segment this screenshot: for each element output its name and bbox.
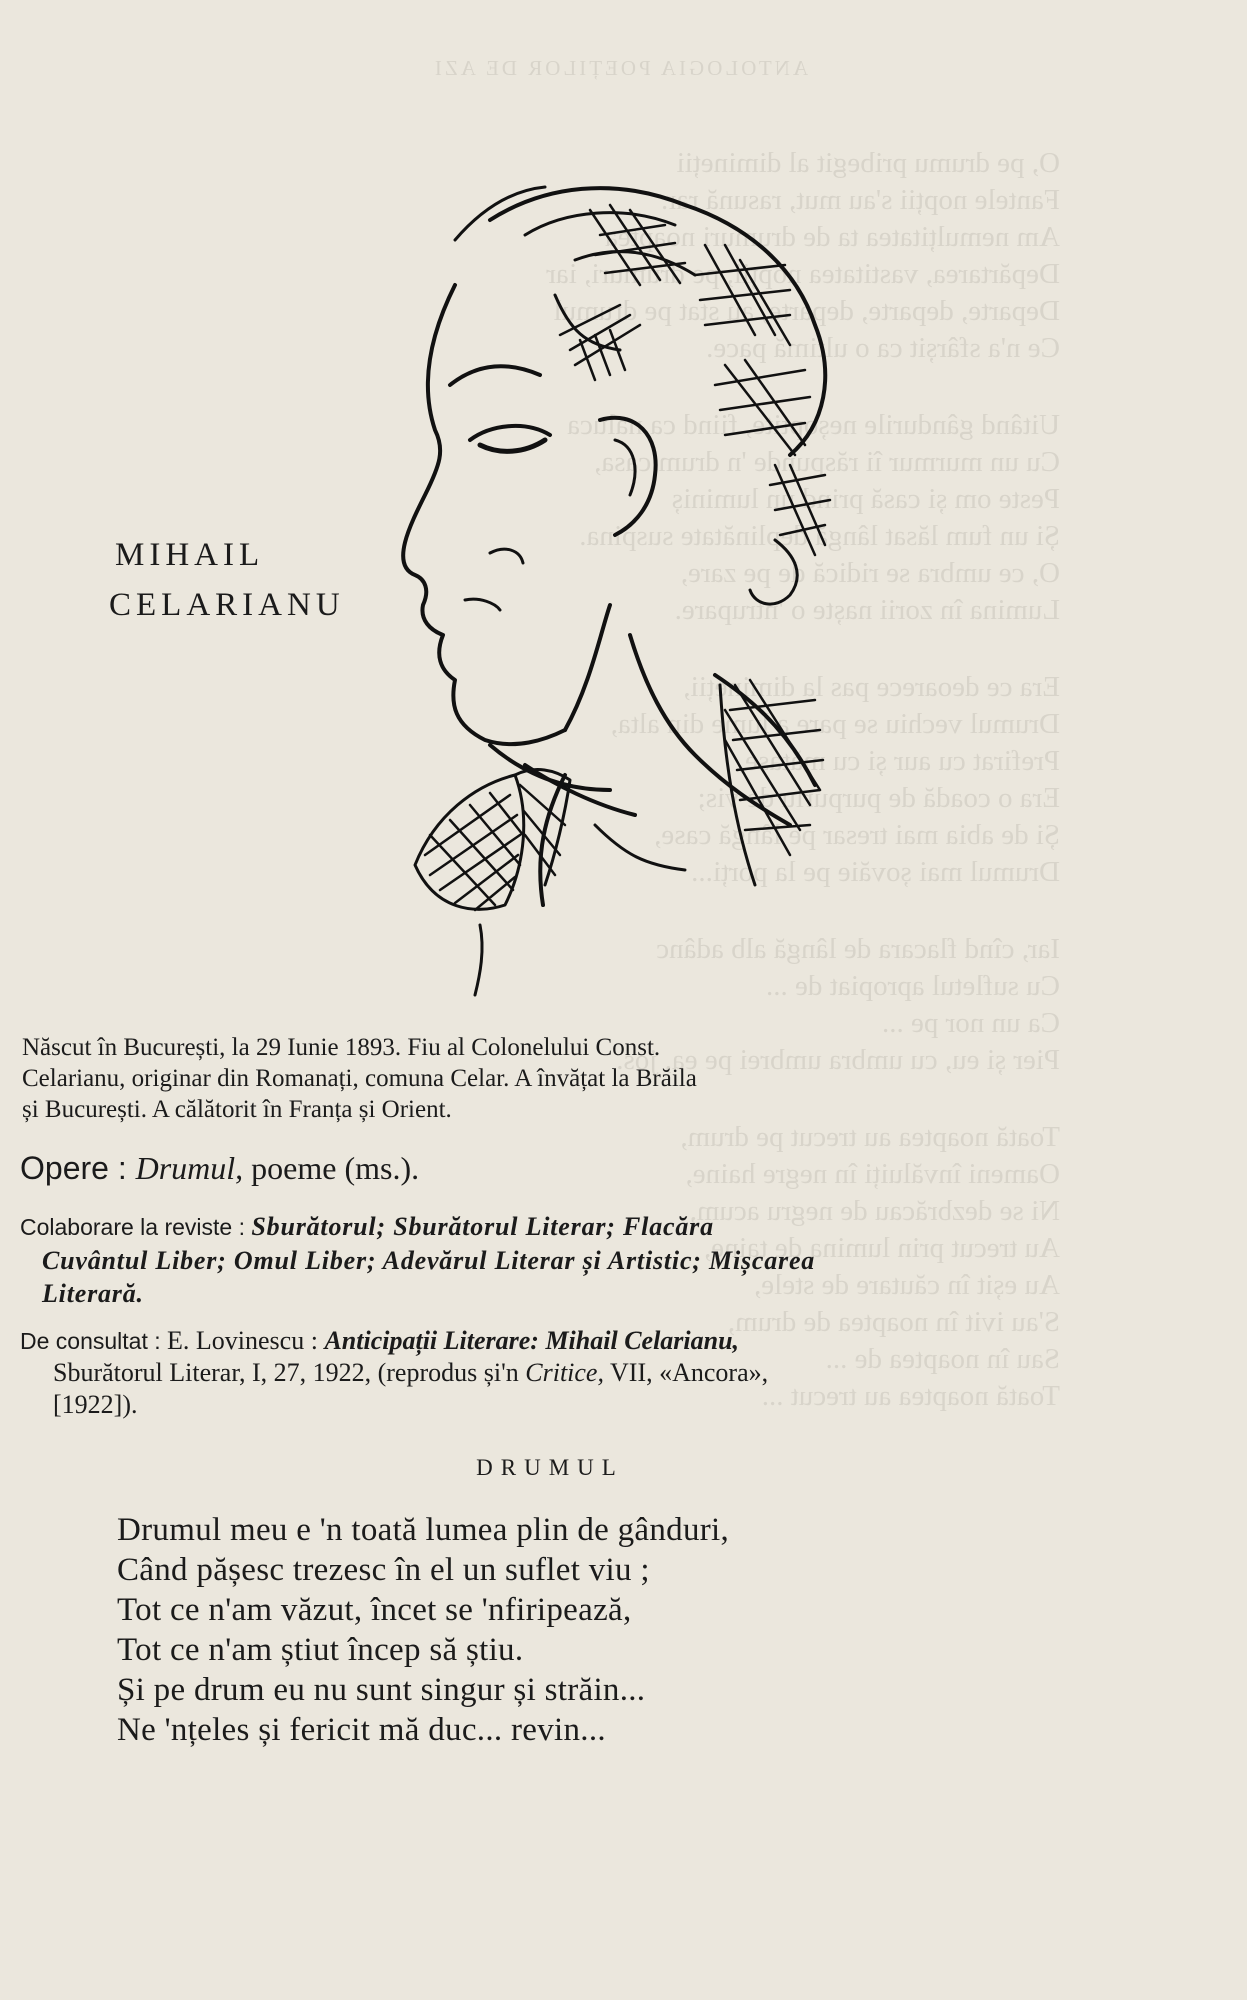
bleed-header: ANTOLOGIA POEȚILOR DE AZI <box>431 56 809 80</box>
works-section: Opere : Drumul, poeme (ms.). <box>20 1150 420 1186</box>
bio-line: Născut în București, la 29 Iunie 1893. Fiu al Colonelului Const. <box>22 1034 661 1061</box>
bleed-line: S'au ivit în noaptea de drum, <box>727 1306 1060 1338</box>
collaborations-label: Colaborare la reviste <box>20 1214 233 1240</box>
references-section: De consultat : E. Lovinescu : Anticipații Literare: Mihail Celarianu, Sburătorul Literar, I, 27, 1922, (reprodus și'n Critice, VII, «Ancora», [1922]). <box>20 1325 1070 1421</box>
bleed-line: Pier și eu, cu umbra umbrei pe ea, jos. <box>616 1044 1060 1076</box>
bleed-line: Sau în noaptea de ... <box>825 1343 1060 1375</box>
bleed-line: O, pe drumu pribegit al dimineții <box>676 147 1060 179</box>
bleed-line: Toată noaptea au trecut ... <box>761 1380 1060 1412</box>
bleed-line: Depărtarea, vastitatea nopții, pe drumuri, iar <box>546 258 1060 290</box>
bio-line: și București. A călătorit în Franța și Orient. <box>22 1096 452 1123</box>
poem-title: DRUMUL <box>476 1455 624 1480</box>
bleed-line: Fantele nopții s'au mut, rasună rar. <box>660 184 1060 216</box>
collaborations-journals: Sburătorul; Sburătorul Literar; Flacăra <box>251 1212 714 1241</box>
references-label: De consultat <box>20 1328 148 1354</box>
bleed-line: Uitând gândurile neșoptite, fiind ca naluca <box>567 409 1060 441</box>
bleed-line: Prefirat cu aur și cu mătase, <box>737 745 1060 777</box>
author-first-name: MIHAIL <box>115 537 265 573</box>
works-label: Opere <box>20 1150 109 1186</box>
poem-line: Și pe drum eu nu sunt singur și străin... <box>117 1672 646 1708</box>
reference-year: [1922]). <box>53 1390 138 1419</box>
bleed-line: Ce n'a sfârșit ca o ultimă pace. <box>706 332 1060 364</box>
reference-author: E. Lovinescu <box>167 1326 305 1355</box>
bio-line: Celarianu, originar din Romanați, comuna Celar. A învățat la Brăila <box>22 1065 697 1092</box>
author-name <box>109 530 345 630</box>
works-note: poeme (ms.). <box>243 1150 420 1186</box>
poem-line: Ne 'nțeles și fericit mă duc... revin... <box>117 1712 606 1748</box>
reference-work: Anticipații Literare: Mihail Celarianu, <box>324 1326 740 1355</box>
bleed-line: Peste om și casă prind un luminiș <box>671 483 1060 515</box>
author-portrait-sketch <box>395 165 1070 1000</box>
bleed-line: Am nemulțitatea ta de drumuri noaptea <box>605 221 1060 253</box>
poem-line: Când pășesc trezesc în el un suflet viu ; <box>117 1552 650 1588</box>
bleed-line: Și un fum lăsat lângă deplinătate suspina. <box>579 520 1060 552</box>
bleed-line: Ni se dezbrăcau de negru acum, <box>689 1195 1060 1227</box>
bleed-line: Iar, cînd flacara de lângă alb adânc <box>656 933 1060 965</box>
reference-source: Sburătorul Literar, I, 27, 1922, (reprodus și'n <box>53 1358 526 1387</box>
reference-critice: Critice, <box>525 1358 604 1387</box>
author-last-name: CELARIANU <box>109 587 345 623</box>
poem-line: Drumul meu e 'n toată lumea plin de gânduri, <box>117 1512 730 1548</box>
bleed-line: Și de abia mai tresar pe lângă case, <box>654 819 1060 851</box>
poem-body <box>117 1510 729 1750</box>
bleed-line: Toată noaptea au trecut pe drum, <box>680 1121 1060 1153</box>
collaborations-section: Colaborare la reviste : Sburătorul; Sburătorul Literar; Flacăra Cuvântul Liber; Omul Liber; Adevărul Literar și Artistic; Mișcarea Literară. <box>20 1210 1068 1310</box>
bleed-line: Au trecut prin lumina de taine, <box>704 1232 1060 1264</box>
works-title: Drumul, <box>135 1150 244 1186</box>
bleed-line: Ca un nor pe ... <box>882 1007 1060 1039</box>
bleed-line: Drumul mai șovăie pe la porți... <box>691 856 1060 888</box>
poem-line: Tot ce n'am știut încep să știu. <box>117 1632 524 1668</box>
bleed-line: Drumul vechiu se pare a lume din alta, <box>610 708 1060 740</box>
bleed-line: Era o coadă de purpuriu de vis; <box>697 782 1060 814</box>
bleed-line: O, ce umbra se ridică de pe zare, <box>680 557 1060 589</box>
bleed-line: Au eșit în căutare de stele, <box>754 1269 1060 1301</box>
reference-tail: VII, «Ancora», <box>603 1358 769 1387</box>
poem-line: Tot ce n'am văzut, încet se 'nfiripează, <box>117 1592 632 1628</box>
bleed-line: Oameni învăluiți în negre haine, <box>685 1158 1060 1190</box>
author-biography <box>22 1032 1064 1125</box>
bleed-line: Cu un murmur îi răspunde 'n drum casa, <box>594 446 1060 478</box>
bleed-line: Lumina în zorii naște o 'ntrupare. <box>674 594 1060 626</box>
bleed-line: Departe, departe, departe, au stat pe drumul <box>553 295 1060 327</box>
collaborations-journals: Literară. <box>42 1279 144 1308</box>
bleed-line: Cu sufletul apropiat de ... <box>766 970 1060 1002</box>
bleed-line: Era ce deoarece pas la dimineții, <box>683 671 1060 703</box>
collaborations-journals: Cuvântul Liber; Omul Liber; Adevărul Literar și Artistic; Mișcarea <box>42 1246 816 1275</box>
